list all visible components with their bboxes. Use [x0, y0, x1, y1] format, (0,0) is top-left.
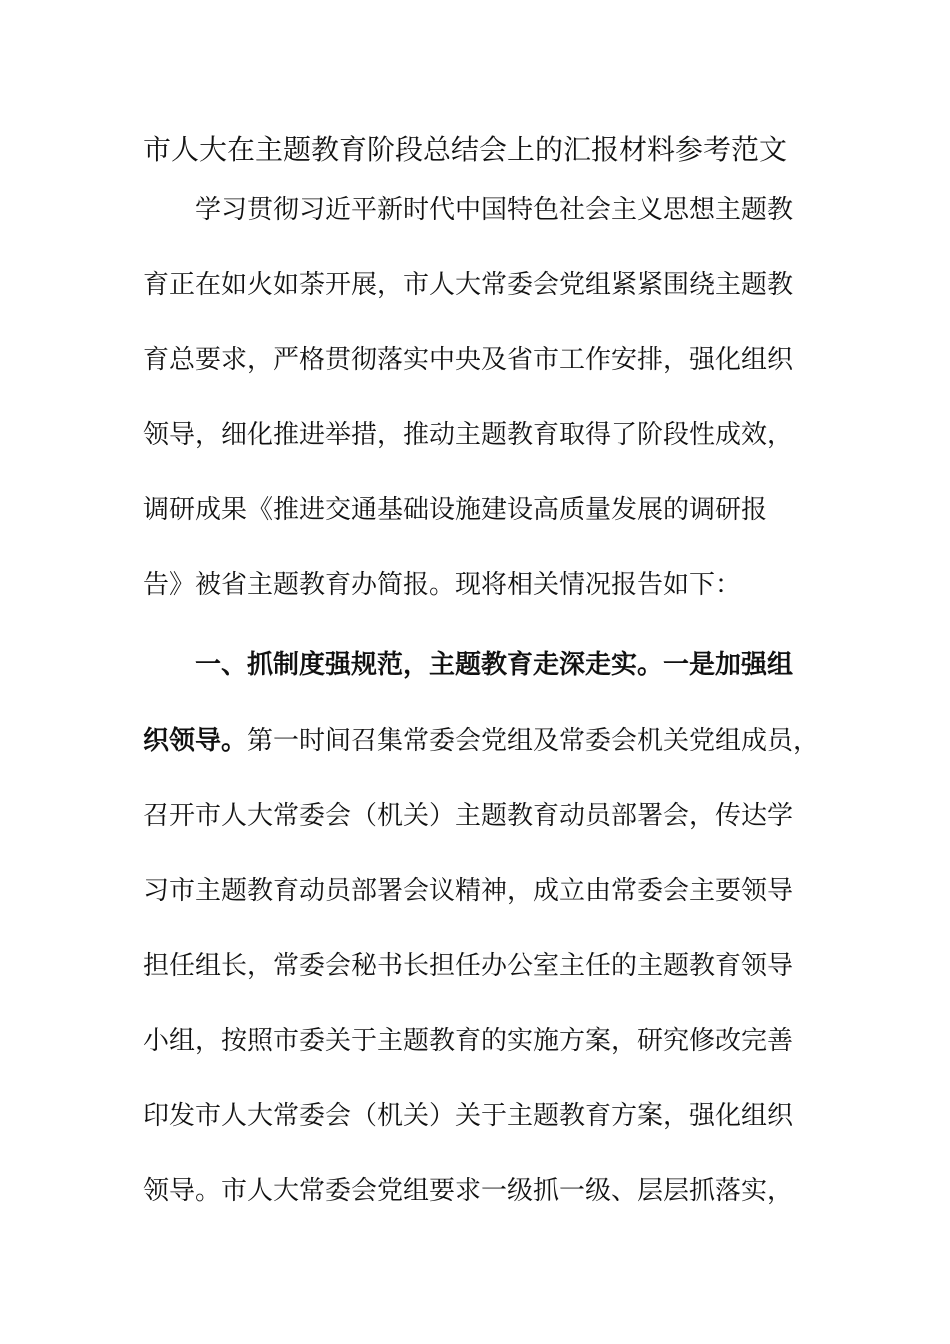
paragraph-line: [143, 723, 819, 760]
paragraph-line: 育总要求，严格贯彻落实中央及省市工作安排，强化组织: [143, 345, 794, 375]
paragraph-line: 习市主题教育动员部署会议精神，成立由常委会主要领导: [143, 876, 794, 906]
section-subheading: 织领导。: [143, 726, 248, 756]
paragraph-line: 告》被省主题教育办简报。现将相关情况报告如下：: [143, 570, 742, 600]
paragraph-text: 第一时间召集常委会党组及常委会机关党组成员，: [247, 726, 820, 756]
paragraph-line: 小组，按照市委关于主题教育的实施方案，研究修改完善: [143, 1026, 794, 1056]
intro-paragraph: [143, 192, 823, 612]
paragraph-line: 印发市人大常委会（机关）关于主题教育方案，强化组织: [143, 1101, 794, 1131]
section-one-paragraph: [143, 647, 823, 1217]
section-heading: 一、抓制度强规范，主题教育走深走实。一是加强组: [195, 650, 794, 680]
paragraph-line: 领导，细化推进举措，推动主题教育取得了阶段性成效，: [143, 420, 794, 450]
paragraph-line: 担任组长，常委会秘书长担任办公室主任的主题教育领导: [143, 951, 794, 981]
paragraph-line: 育正在如火如荼开展，市人大常委会党组紧紧围绕主题教: [143, 270, 794, 300]
paragraph-line: 召开市人大常委会（机关）主题教育动员部署会，传达学: [143, 801, 794, 831]
paragraph-line: 学习贯彻习近平新时代中国特色社会主义思想主题教: [195, 195, 794, 225]
paragraph-line: 调研成果《推进交通基础设施建设高质量发展的调研报: [143, 495, 768, 525]
paragraph-line: 领导。市人大常委会党组要求一级抓一级、层层抓落实，: [143, 1176, 794, 1206]
document-title: 市人大在主题教育阶段总结会上的汇报材料参考范文: [143, 133, 788, 166]
